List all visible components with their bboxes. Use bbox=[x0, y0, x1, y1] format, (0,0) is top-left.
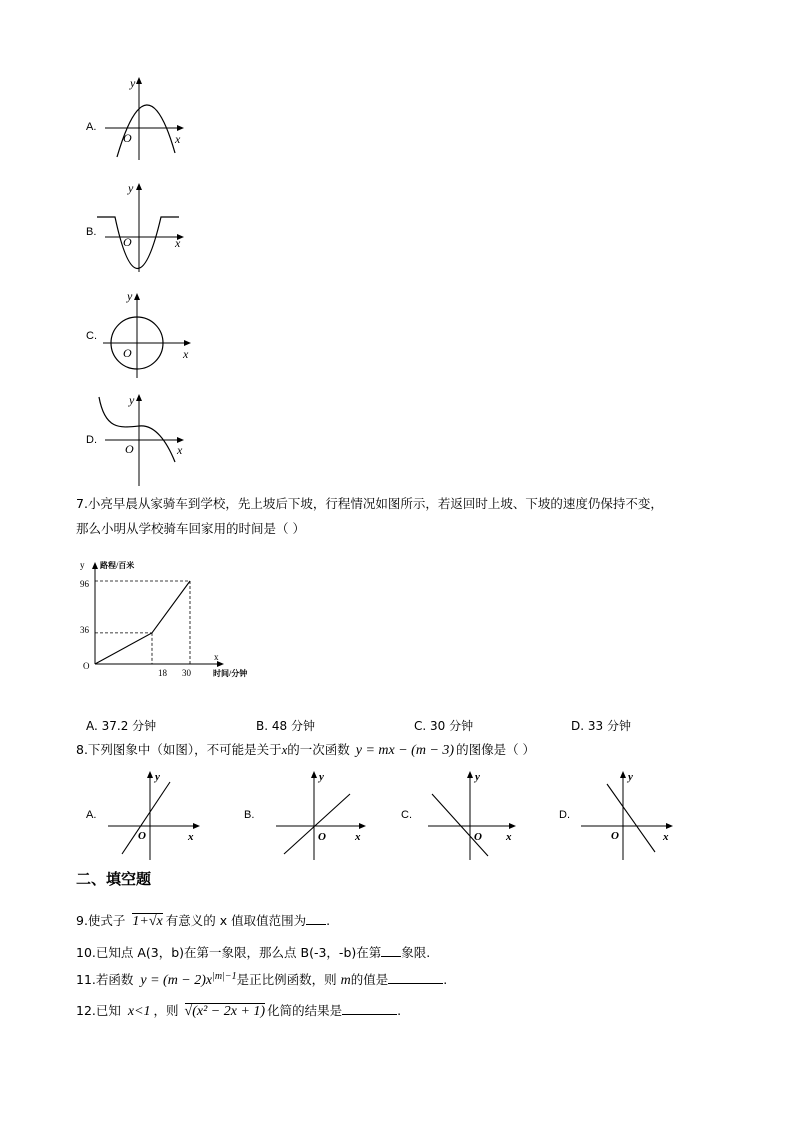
q12: 12.已知 x<1 ，则 √(x² − 2x + 1) 化简的结果是 . bbox=[76, 1003, 402, 1019]
origin-label: O bbox=[125, 442, 134, 456]
option-label: B. bbox=[86, 226, 97, 238]
q11-exponent: |m|−1 bbox=[212, 971, 237, 982]
q9: 9.使式子 1+√x 有意义的 x 值取值范围为 . bbox=[76, 913, 331, 929]
y-tick-36: 36 bbox=[80, 625, 89, 635]
graph-cubic bbox=[95, 390, 195, 488]
option-label: C. bbox=[86, 330, 97, 342]
svg-text:y: y bbox=[628, 771, 633, 783]
q8-text: 8.下列图象中（如图），不可能是关于x的一次函数 y = mx − (m − 3) 的图像是（ ） bbox=[76, 742, 536, 758]
axis-y-label: y bbox=[129, 393, 135, 407]
svg-text:x: x bbox=[506, 831, 512, 843]
graph-line-a bbox=[98, 764, 208, 864]
x-tick-18: 18 bbox=[158, 668, 167, 678]
x-tick-30: 30 bbox=[182, 668, 191, 678]
q7-option-c: C. 30 分钟 bbox=[414, 719, 474, 733]
graph-parabola-down bbox=[95, 75, 195, 165]
graph-parabola-up bbox=[95, 180, 195, 275]
option-label: A. bbox=[86, 121, 97, 133]
q10: 10.已知点 A(3，b)在第一象限，那么点 B(-3，-b)在第 象限. bbox=[76, 945, 431, 960]
y-axis-letter: y bbox=[80, 560, 85, 570]
graph-line-c bbox=[420, 764, 530, 864]
q9-formula: 1+√x bbox=[132, 914, 163, 929]
origin-label: O bbox=[123, 131, 132, 145]
svg-text:x: x bbox=[188, 831, 194, 843]
q7-chart bbox=[75, 552, 260, 682]
data-line bbox=[95, 581, 190, 664]
y-axis-title: 路程/百米 bbox=[100, 561, 135, 570]
q7-option-d: D. 33 分钟 bbox=[571, 719, 631, 733]
q8-formula: y = mx − (m − 3) bbox=[355, 743, 455, 758]
q7-text-line2: 那么小明从学校骑车回家用的时间是（ ） bbox=[76, 521, 305, 536]
answer-blank[interactable] bbox=[342, 1002, 397, 1015]
axis-y-label: y bbox=[130, 76, 136, 90]
svg-text:y: y bbox=[319, 771, 324, 783]
q7-option-a: A. 37.2 分钟 bbox=[86, 719, 157, 733]
svg-text:O: O bbox=[474, 831, 482, 843]
q7-option-b: B. 48 分钟 bbox=[256, 719, 315, 733]
axis-y-label: y bbox=[128, 181, 134, 195]
answer-blank[interactable] bbox=[381, 944, 401, 957]
answer-blank[interactable] bbox=[388, 971, 443, 984]
q7-text-line1: 7.小亮早晨从家骑车到学校，先上坡后下坡，行程情况如图所示，若返回时上坡、下坡的速度仍保持不变， bbox=[76, 496, 663, 511]
svg-text:y: y bbox=[155, 771, 160, 783]
axis-x-label: x bbox=[177, 443, 183, 457]
axis-x-label: x bbox=[175, 236, 181, 250]
answer-blank[interactable] bbox=[306, 912, 326, 925]
q11: 11.若函数 $y = (m - 2)x^{|m|-1}$是正比例函数，则 m的值是 . bbox=[76, 971, 448, 989]
section-title: 二、填空题 bbox=[76, 870, 152, 888]
q12-formula: √(x² − 2x + 1) bbox=[184, 1004, 266, 1019]
svg-text:x: x bbox=[355, 831, 361, 843]
svg-text:y: y bbox=[475, 771, 480, 783]
q11-formula: y = (m − 2)x bbox=[140, 973, 213, 989]
origin-label: O bbox=[123, 346, 132, 360]
x-axis-title: 时间/分钟 bbox=[213, 669, 248, 678]
option-label: D. bbox=[86, 434, 97, 446]
axis-y-label: y bbox=[127, 289, 133, 303]
svg-text:O: O bbox=[318, 831, 326, 843]
origin-label: O bbox=[83, 661, 90, 671]
q12-condition: x<1 bbox=[127, 1004, 151, 1019]
svg-text:O: O bbox=[138, 830, 146, 842]
x-axis-letter: x bbox=[214, 652, 219, 662]
svg-text:x: x bbox=[663, 831, 669, 843]
axis-x-label: x bbox=[183, 347, 189, 361]
axis-x-label: x bbox=[175, 132, 181, 146]
origin-label: O bbox=[123, 235, 132, 249]
y-tick-96: 96 bbox=[80, 579, 89, 589]
graph-line-d bbox=[575, 764, 685, 864]
svg-text:O: O bbox=[611, 830, 619, 842]
graph-circle bbox=[95, 288, 205, 383]
graph-line-b bbox=[270, 764, 380, 864]
